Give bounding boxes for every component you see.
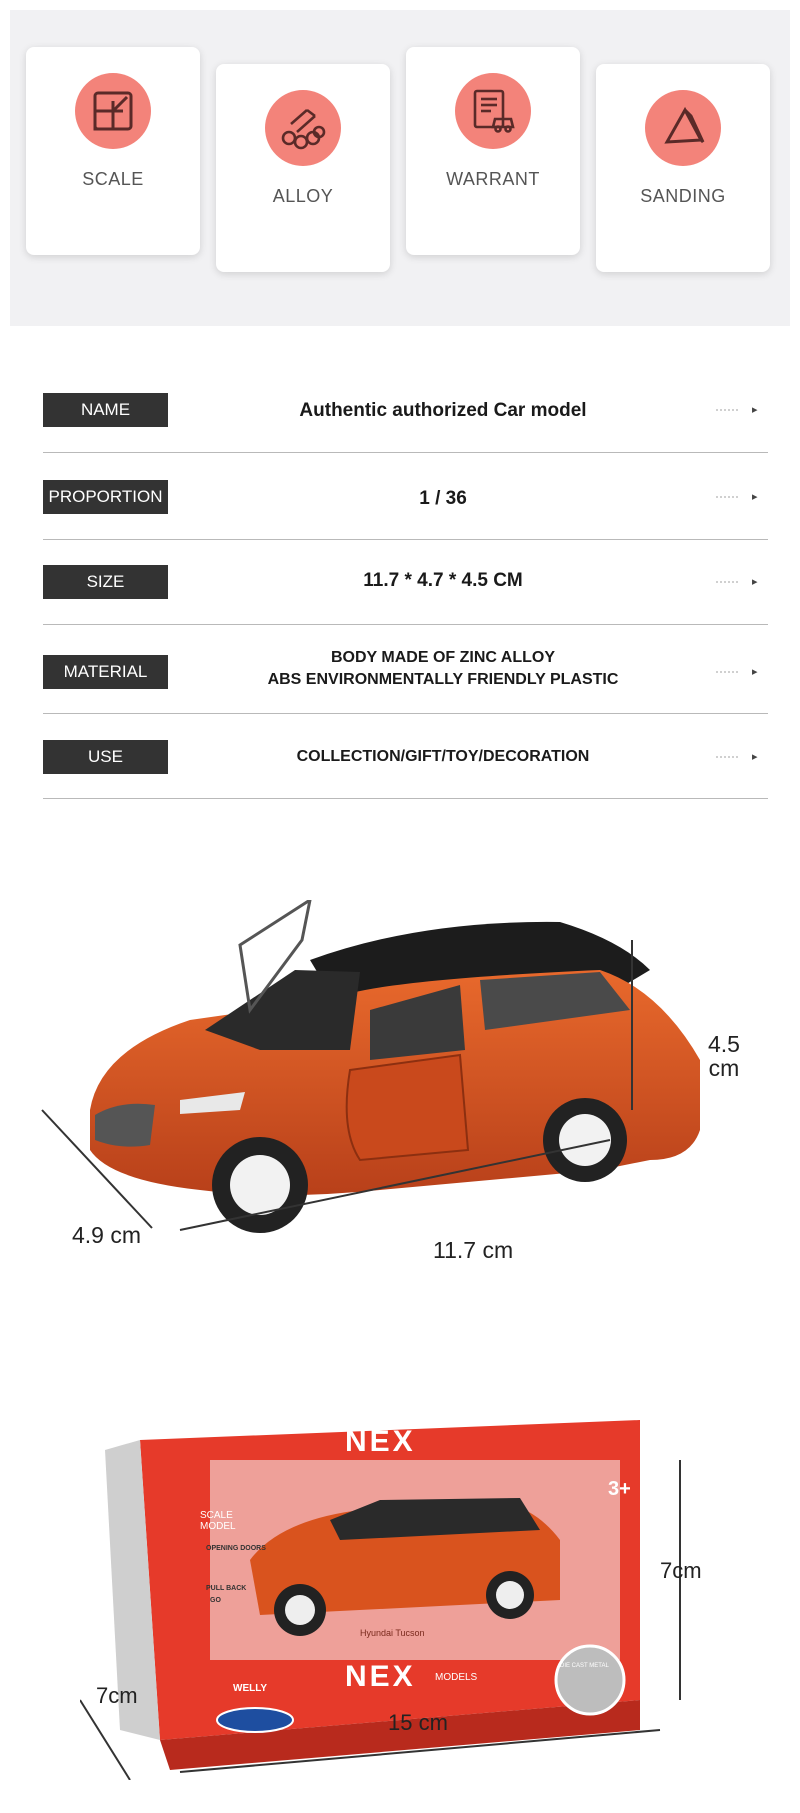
box-brand-top: NEX [345,1425,416,1458]
spec-dots [716,671,740,673]
feature-card-scale [26,47,200,255]
chevron-right-icon: ▸ [752,666,758,678]
car-height-label [708,1032,740,1080]
spec-value: 1 / 36 [419,488,467,509]
spec-tag: USE [43,740,168,774]
box-brand-bottom: NEX [345,1660,416,1693]
chevron-right-icon: ▸ [752,404,758,416]
spec-tag: SIZE [43,565,168,599]
box-feature-3: GO [210,1597,221,1604]
scale-icon [75,73,151,149]
chevron-right-icon: ▸ [752,751,758,763]
spec-value-line: BODY MADE OF ZINC ALLOY [331,649,555,666]
box-side-text: SCALE MODEL [200,1510,236,1532]
feature-card-alloy [216,64,390,272]
car-height-unit: cm [708,1055,740,1081]
feature-card-sanding [596,64,770,272]
feature-label: WARRANT [446,169,540,189]
box-width-label: 7cm [96,1683,138,1708]
car-height-value: 4.5 [708,1031,740,1057]
chevron-right-icon: ▸ [752,576,758,588]
spec-dots [716,756,740,758]
spec-value-line: ABS ENVIRONMENTALLY FRIENDLY PLASTIC [267,671,619,688]
spec-value: COLLECTION/GIFT/TOY/DECORATION [296,748,590,765]
box-age: 3+ [608,1478,631,1500]
car-length-label: 11.7 cm [433,1237,514,1263]
warrant-icon [455,73,531,149]
feature-strip [10,10,790,326]
box-feature-1: OPENING DOORS [206,1545,266,1552]
spec-tag: NAME [43,393,168,427]
car-width-label: 4.9 cm [72,1222,142,1248]
car-photo [40,900,760,1320]
spec-row-proportion [43,480,768,540]
sanding-icon [645,90,721,166]
spec-row-name [43,393,768,453]
spec-dots [716,581,740,583]
spec-row-material [43,647,768,714]
spec-dots [716,496,740,498]
feature-label: SANDING [640,186,726,206]
box-model-name: Hyundai Tucson [360,1628,425,1638]
box-brand-sub: MODELS [435,1672,478,1683]
spec-value: Authentic authorized Car model [299,400,587,421]
box-feature-2: PULL BACK [206,1585,247,1592]
box-badge-text: DIE CAST METAL [560,1663,609,1669]
box-height-label: 7cm [660,1558,702,1583]
spec-tag: MATERIAL [43,655,168,689]
chevron-right-icon: ▸ [752,491,758,503]
box-maker: WELLY [233,1683,268,1694]
spec-row-use [43,740,768,799]
spec-tag: PROPORTION [43,480,168,514]
spec-value: 11.7 * 4.7 * 4.5 CM [363,570,523,591]
feature-card-warrant [406,47,580,255]
spec-value [203,647,683,691]
feature-label: SCALE [82,169,144,189]
feature-label: ALLOY [272,186,334,206]
spec-dots [716,409,740,411]
spec-row-size [43,565,768,625]
alloy-icon [265,90,341,166]
box-length-label: 15 cm [388,1710,448,1735]
